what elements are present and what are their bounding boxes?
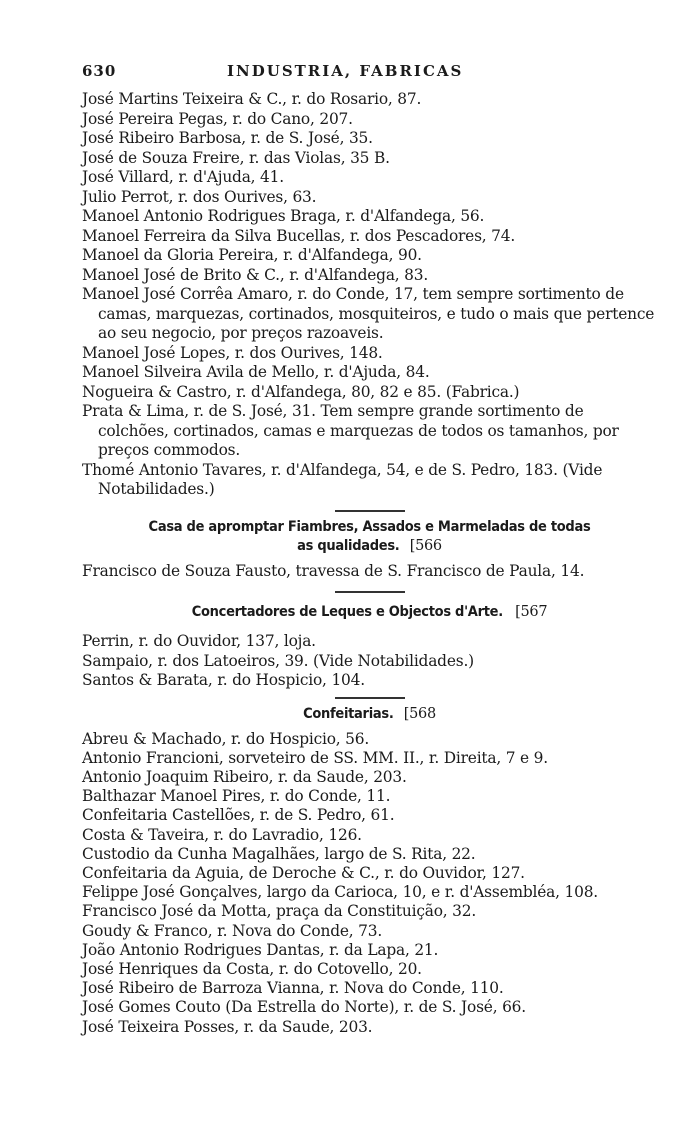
section-number: [568 — [403, 705, 436, 722]
list-item: Manoel José de Brito & C., r. d'Alfandega, 83. — [82, 265, 429, 284]
list-item: Confeitaria da Aguia, de Deroche & C., r. do Ouvidor, 127. — [82, 863, 525, 882]
page-number: 630 — [82, 62, 117, 80]
list-item: Custodio da Cunha Magalhães, largo de S. Rita, 22. — [82, 844, 476, 863]
list-item: Costa & Taveira, r. do Lavradio, 126. — [82, 825, 362, 844]
list-item: Antonio Joaquim Ribeiro, r. da Saude, 203. — [82, 767, 407, 786]
list-item: José Teixeira Posses, r. da Saude, 203. — [82, 1017, 373, 1036]
list-item: Perrin, r. do Ouvidor, 137, loja. — [82, 632, 316, 650]
list-item: Manoel Ferreira da Silva Bucellas, r. dos Pescadores, 74. — [82, 226, 516, 245]
entry-list-confeitarias — [82, 730, 657, 1037]
list-item: José Ribeiro de Barroza Vianna, r. Nova do Conde, 110. — [82, 979, 504, 998]
section-number: [567 — [515, 604, 548, 620]
list-item: Manoel José Lopes, r. dos Ourives, 148. — [82, 343, 383, 362]
entry-list-fabricas — [82, 90, 657, 500]
entries-column — [82, 90, 657, 1037]
list-item: Balthazar Manoel Pires, r. do Conde, 11. — [82, 787, 391, 806]
list-item: Goudy & Franco, r. Nova do Conde, 73. — [82, 921, 383, 940]
section-title-line1: Casa de apromptar Fiambres, Assados e Marmeladas de todas — [148, 518, 591, 535]
section-heading-confeitarias — [82, 705, 657, 724]
list-item: Manoel Silveira Avila de Mello, r. d'Ajuda, 84. — [82, 363, 430, 381]
list-item: Sampaio, r. dos Latoeiros, 39. (Vide Notabilidades.) — [82, 651, 474, 670]
list-item: Abreu & Machado, r. do Hospicio, 56. — [82, 729, 370, 748]
list-item: José Pereira Pegas, r. do Cano, 207. — [82, 109, 353, 128]
list-item: José Gomes Couto (Da Estrella do Norte), r. de S. José, 66. — [82, 998, 526, 1017]
list-item: José Martins Teixeira & C., r. do Rosario, 87. — [82, 90, 422, 108]
list-item: Francisco de Souza Fausto, travessa de S. Francisco de Paula, 14. — [82, 561, 585, 580]
running-title: INDUSTRIA, FABRICAS — [227, 62, 464, 80]
list-item: Antonio Francioni, sorveteiro de SS. MM. II., r. Direita, 7 e 9. — [82, 748, 548, 767]
section-title: Concertadores de Leques e Objectos d'Arte. — [191, 604, 503, 620]
list-item: Manoel José Corrêa Amaro, r. do Conde, 17, tem sempre sortimento de camas, marquezas, cortinados, mosquiteiros, e tudo o mais que pertence ao seu negocio, por preços razoaveis. — [82, 285, 655, 342]
list-item: Francisco José da Motta, praça da Constituição, 32. — [82, 902, 477, 921]
list-item: Julio Perrot, r. dos Ourives, 63. — [82, 187, 317, 206]
section-heading-fiambres — [82, 518, 657, 556]
list-item: José Villard, r. d'Ajuda, 41. — [82, 168, 284, 186]
list-item: José de Souza Freire, r. das Violas, 35 B. — [82, 148, 390, 167]
list-item: Santos & Barata, r. do Hospicio, 104. — [82, 671, 365, 689]
list-item: José Henriques da Costa, r. do Cotovello, 20. — [82, 959, 422, 978]
section-title-line2: as qualidades. — [297, 537, 400, 554]
list-item: Prata & Lima, r. de S. José, 31. Tem sempre grande sortimento de colchões, cortinados, camas e marquezas de todos os tamanhos, por preços commodos. — [82, 402, 619, 459]
section-title: Confeitarias. — [303, 705, 394, 722]
section-number: [566 — [409, 537, 442, 554]
list-item: João Antonio Rodrigues Dantas, r. da Lapa, 21. — [82, 940, 439, 959]
list-item: Nogueira & Castro, r. d'Alfandega, 80, 82 e 85. (Fabrica.) — [82, 382, 520, 401]
list-item: Manoel Antonio Rodrigues Braga, r. d'Alfandega, 56. — [82, 207, 485, 225]
list-item: Thomé Antonio Tavares, r. d'Alfandega, 54, e de S. Pedro, 183. (Vide Notabilidades.) — [82, 460, 603, 498]
section-heading-leques — [82, 603, 657, 622]
list-item: Confeitaria Castellões, r. de S. Pedro, 61. — [82, 806, 395, 825]
list-item: Felippe José Gonçalves, largo da Carioca, 10, e r. d'Assembléa, 108. — [82, 883, 598, 902]
list-item: Manoel da Gloria Pereira, r. d'Alfandega, 90. — [82, 246, 422, 264]
list-item: José Ribeiro Barbosa, r. de S. José, 35. — [82, 129, 373, 147]
